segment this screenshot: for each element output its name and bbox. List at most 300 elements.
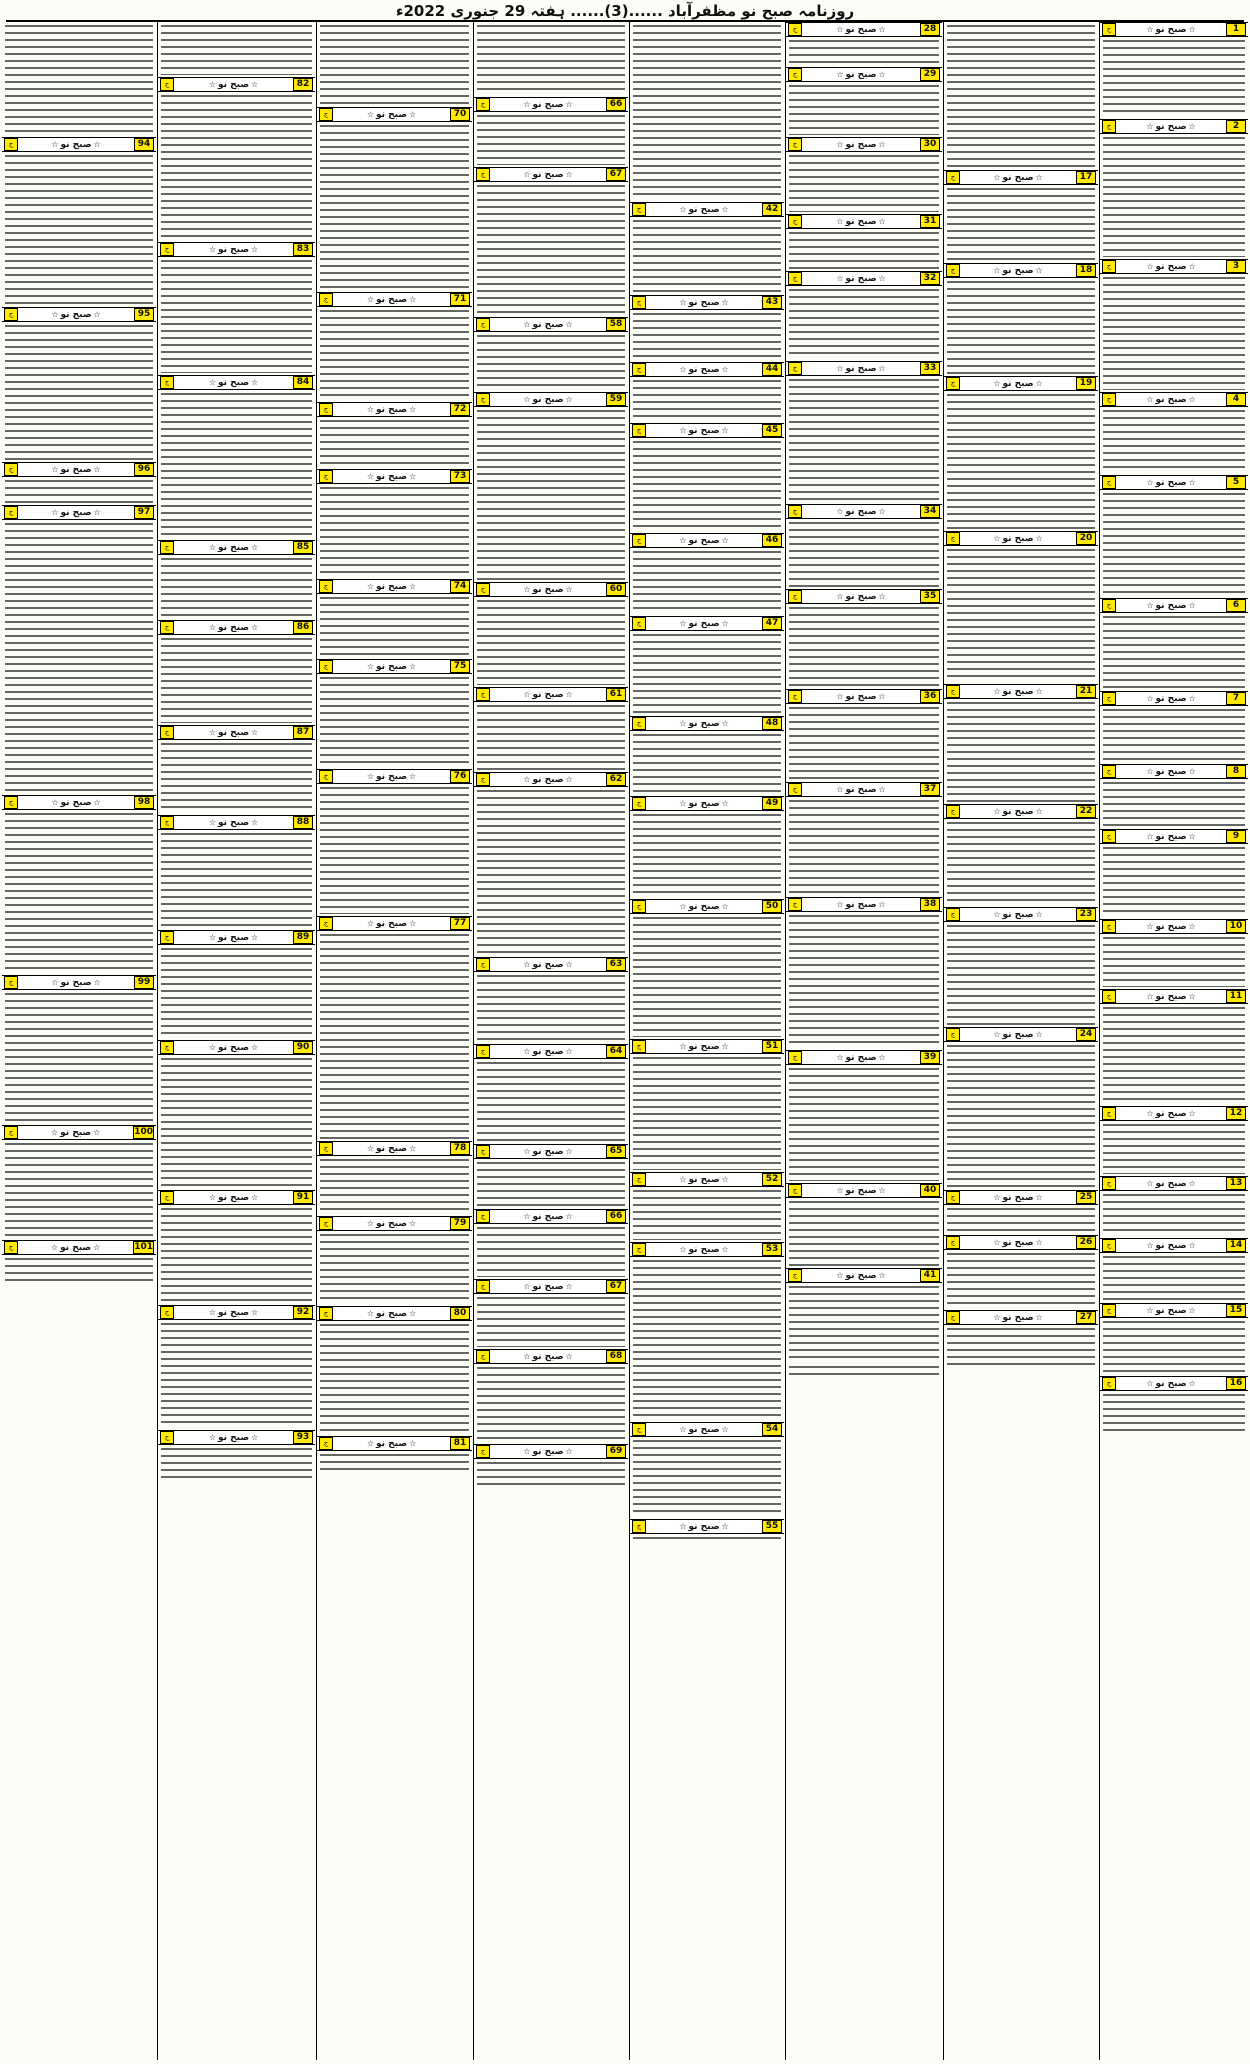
brand-name: صبح نو (218, 1432, 250, 1443)
star-icon: ☆ (251, 1307, 259, 1317)
ad-header-strip (158, 375, 315, 390)
star-icon: ☆ (523, 1046, 531, 1056)
logo-icon: ج (946, 264, 960, 277)
ad-number-badge: 71 (450, 293, 470, 306)
ad-text-block (158, 1055, 315, 1190)
brand-label (365, 582, 418, 592)
ad-text-block (317, 1156, 472, 1216)
logo-icon: ج (788, 590, 802, 603)
brand-name: صبح نو (1002, 909, 1034, 920)
star-icon: ☆ (1188, 394, 1196, 404)
ad-number-badge: 85 (293, 541, 313, 554)
star-icon: ☆ (93, 1242, 101, 1252)
brand-label (365, 472, 418, 482)
star-icon: ☆ (878, 216, 886, 226)
column-divider (473, 22, 474, 2060)
ad-number-badge: 6 (1226, 599, 1246, 612)
ad-header-strip (944, 907, 1098, 922)
logo-icon: ج (632, 203, 646, 216)
star-icon: ☆ (1035, 1192, 1043, 1202)
brand-name: صبح نو (218, 1307, 250, 1318)
brand-name: صبح نو (1155, 261, 1187, 272)
star-icon: ☆ (721, 718, 729, 728)
star-icon: ☆ (366, 294, 374, 304)
ad-text-block (317, 674, 472, 769)
ad-text-block (944, 1325, 1098, 1371)
star-icon: ☆ (836, 899, 844, 909)
star-icon: ☆ (878, 591, 886, 601)
star-icon: ☆ (251, 1192, 259, 1202)
brand-label (834, 140, 887, 150)
logo-icon: ج (160, 376, 174, 389)
brand-label (677, 902, 730, 912)
brand-name: صبح نو (376, 581, 408, 592)
star-icon: ☆ (721, 1424, 729, 1434)
ad-header-strip (630, 423, 784, 438)
star-icon: ☆ (565, 689, 573, 699)
brand-name: صبح نو (1002, 533, 1034, 544)
logo-icon: ج (788, 1184, 802, 1197)
star-icon: ☆ (721, 297, 729, 307)
star-icon: ☆ (366, 581, 374, 591)
brand-name: صبح نو (376, 294, 408, 305)
logo-icon: ج (319, 770, 333, 783)
logo-icon: ج (632, 717, 646, 730)
brand-name: صبح نو (1155, 600, 1187, 611)
brand-label (991, 534, 1044, 544)
ad-number-badge: 12 (1226, 1107, 1246, 1120)
brand-label (521, 585, 574, 595)
star-icon: ☆ (878, 273, 886, 283)
ad-number-badge: 34 (920, 505, 940, 518)
ad-text-block (2, 990, 156, 1125)
ad-text-block (1100, 274, 1248, 392)
brand-label (365, 772, 418, 782)
star-icon: ☆ (1035, 909, 1043, 919)
logo-icon: ج (632, 900, 646, 913)
ad-number-badge: 66 (606, 98, 626, 111)
star-icon: ☆ (993, 1192, 1001, 1202)
column (1100, 22, 1248, 2060)
star-icon: ☆ (251, 727, 259, 737)
logo-icon: ج (788, 68, 802, 81)
star-icon: ☆ (878, 1270, 886, 1280)
star-icon: ☆ (409, 581, 417, 591)
ad-header-strip (474, 772, 628, 787)
star-icon: ☆ (1188, 121, 1196, 131)
ad-number-badge: 25 (1076, 1191, 1096, 1204)
star-icon: ☆ (836, 273, 844, 283)
logo-icon: ج (319, 1437, 333, 1450)
ad-number-badge: 72 (450, 403, 470, 416)
star-icon: ☆ (1188, 921, 1196, 931)
brand-name: صبح نو (376, 661, 408, 672)
ad-header-strip (158, 242, 315, 257)
star-icon: ☆ (679, 718, 687, 728)
ad-number-badge: 82 (293, 78, 313, 91)
star-icon: ☆ (721, 901, 729, 911)
logo-icon: ج (946, 171, 960, 184)
logo-icon: ج (319, 660, 333, 673)
ad-header-strip (474, 1349, 628, 1364)
brand-name: صبح نو (218, 727, 250, 738)
star-icon: ☆ (679, 535, 687, 545)
ad-header-strip (630, 1422, 784, 1437)
star-icon: ☆ (679, 901, 687, 911)
ad-number-badge: 2 (1226, 120, 1246, 133)
brand-label (1144, 478, 1197, 488)
star-icon: ☆ (565, 319, 573, 329)
ad-number-badge: 93 (293, 1431, 313, 1444)
ad-number-badge: 90 (293, 1041, 313, 1054)
ad-number-badge: 54 (762, 1423, 782, 1436)
brand-label (521, 690, 574, 700)
star-icon: ☆ (366, 918, 374, 928)
ad-header-strip (944, 170, 1098, 185)
logo-icon: ج (1102, 1177, 1116, 1190)
brand-name: صبح نو (218, 932, 250, 943)
ad-header-strip (630, 362, 784, 377)
star-icon: ☆ (251, 79, 259, 89)
star-icon: ☆ (1188, 1305, 1196, 1315)
logo-icon: ج (160, 78, 174, 91)
brand-name: صبح نو (532, 1146, 564, 1157)
logo-icon: ج (476, 1145, 490, 1158)
brand-name: صبح نو (1155, 1240, 1187, 1251)
star-icon: ☆ (523, 1446, 531, 1456)
logo-icon: ج (1102, 990, 1116, 1003)
logo-icon: ج (160, 931, 174, 944)
brand-label (1144, 395, 1197, 405)
brand-name: صبح نو (60, 1242, 92, 1253)
ad-number-badge: 29 (920, 68, 940, 81)
star-icon: ☆ (1035, 378, 1043, 388)
brand-name: صبح نو (1155, 766, 1187, 777)
ad-text-block (474, 332, 628, 392)
brand-label (677, 719, 730, 729)
ad-header-strip (2, 1125, 156, 1140)
brand-name: صبح نو (1002, 1237, 1034, 1248)
ad-header-strip (474, 687, 628, 702)
logo-icon: ج (4, 138, 18, 151)
brand-label (834, 507, 887, 517)
column-divider (943, 22, 944, 2060)
ad-number-badge: 19 (1076, 377, 1096, 390)
ad-header-strip (786, 782, 942, 797)
ad-number-badge: 59 (606, 393, 626, 406)
brand-label (834, 274, 887, 284)
star-icon: ☆ (721, 1174, 729, 1184)
star-icon: ☆ (251, 244, 259, 254)
ad-number-badge: 43 (762, 296, 782, 309)
star-icon: ☆ (1188, 991, 1196, 1001)
brand-name: صبح نو (60, 507, 92, 518)
ad-text-block (2, 22, 156, 137)
brand-name: صبح نو (532, 169, 564, 180)
ad-text-block (158, 22, 315, 77)
brand-name: صبح نو (1155, 1108, 1187, 1119)
logo-icon: ج (946, 908, 960, 921)
ad-header-strip (317, 659, 472, 674)
ad-text-block (474, 1294, 628, 1349)
ad-text-block (158, 92, 315, 242)
star-icon: ☆ (93, 139, 101, 149)
star-icon: ☆ (523, 584, 531, 594)
star-icon: ☆ (1035, 265, 1043, 275)
star-icon: ☆ (565, 1446, 573, 1456)
ad-text-block (630, 914, 784, 1039)
ad-text-block (1100, 1318, 1248, 1376)
ad-number-badge: 31 (920, 215, 940, 228)
ad-header-strip (786, 1268, 942, 1283)
ad-text-block (630, 1187, 784, 1242)
ad-number-badge: 44 (762, 363, 782, 376)
brand-name: صبح نو (1002, 172, 1034, 183)
star-icon: ☆ (93, 977, 101, 987)
star-icon: ☆ (523, 1351, 531, 1361)
ad-header-strip (474, 392, 628, 407)
logo-icon: ج (632, 1520, 646, 1533)
brand-name: صبح نو (688, 364, 720, 375)
logo-icon: ج (160, 1191, 174, 1204)
star-icon: ☆ (836, 1270, 844, 1280)
star-icon: ☆ (1146, 766, 1154, 776)
column-divider (157, 22, 158, 2060)
ad-text-block (317, 307, 472, 402)
star-icon: ☆ (1035, 1312, 1043, 1322)
star-icon: ☆ (878, 69, 886, 79)
ad-header-strip (944, 1027, 1098, 1042)
ad-text-block (786, 286, 942, 361)
ad-number-badge: 75 (450, 660, 470, 673)
column (317, 22, 472, 2060)
ad-number-badge: 33 (920, 362, 940, 375)
star-icon: ☆ (721, 204, 729, 214)
brand-name: صبح نو (688, 1244, 720, 1255)
star-icon: ☆ (1146, 1108, 1154, 1118)
ad-number-badge: 92 (293, 1306, 313, 1319)
star-icon: ☆ (251, 542, 259, 552)
star-icon: ☆ (565, 1146, 573, 1156)
star-icon: ☆ (93, 1127, 101, 1137)
star-icon: ☆ (836, 1185, 844, 1195)
brand-name: صبح نو (1155, 921, 1187, 932)
brand-label (365, 110, 418, 120)
ad-text-block (158, 555, 315, 620)
ad-text-block (630, 1534, 784, 1544)
star-icon: ☆ (366, 109, 374, 119)
ad-number-badge: 41 (920, 1269, 940, 1282)
ad-number-badge: 51 (762, 1040, 782, 1053)
brand-name: صبح نو (532, 394, 564, 405)
ad-header-strip (2, 1240, 156, 1255)
ad-header-strip (786, 897, 942, 912)
brand-name: صبح نو (1155, 121, 1187, 132)
ad-header-strip (944, 531, 1098, 546)
ad-number-badge: 81 (450, 1437, 470, 1450)
star-icon: ☆ (836, 1052, 844, 1062)
ad-number-badge: 64 (606, 1045, 626, 1058)
brand-label (521, 100, 574, 110)
ad-header-strip (317, 1306, 472, 1321)
ad-number-badge: 69 (606, 1445, 626, 1458)
star-icon: ☆ (51, 797, 59, 807)
brand-label (365, 1439, 418, 1449)
star-icon: ☆ (878, 363, 886, 373)
brand-label (1144, 1179, 1197, 1189)
brand-label (1144, 1241, 1197, 1251)
star-icon: ☆ (1035, 533, 1043, 543)
brand-label (677, 426, 730, 436)
column-divider (1099, 22, 1100, 2060)
ad-header-strip (630, 1519, 784, 1534)
column (630, 22, 784, 2060)
brand-name: صبح نو (60, 139, 92, 150)
brand-label (521, 1282, 574, 1292)
star-icon: ☆ (409, 918, 417, 928)
ad-text-block (158, 830, 315, 930)
brand-name: صبح نو (688, 1424, 720, 1435)
logo-icon: ج (632, 534, 646, 547)
star-icon: ☆ (993, 1029, 1001, 1039)
ad-header-strip (630, 1172, 784, 1187)
ad-number-badge: 17 (1076, 171, 1096, 184)
logo-icon: ج (4, 308, 18, 321)
logo-icon: ج (788, 783, 802, 796)
ad-number-badge: 77 (450, 917, 470, 930)
star-icon: ☆ (93, 309, 101, 319)
ad-header-strip (474, 1279, 628, 1294)
ad-number-badge: 49 (762, 797, 782, 810)
brand-name: صبح نو (688, 618, 720, 629)
ad-header-strip (2, 137, 156, 152)
ad-text-block (474, 1159, 628, 1209)
brand-label (207, 818, 260, 828)
brand-label (834, 217, 887, 227)
ad-number-badge: 87 (293, 726, 313, 739)
ad-header-strip (317, 1216, 472, 1231)
star-icon: ☆ (878, 691, 886, 701)
ad-text-block (786, 519, 942, 589)
ad-number-badge: 68 (606, 1350, 626, 1363)
ad-text-block (474, 1224, 628, 1279)
brand-name: صبح نو (532, 1281, 564, 1292)
star-icon: ☆ (208, 1307, 216, 1317)
star-icon: ☆ (721, 1521, 729, 1531)
ad-number-badge: 42 (762, 203, 782, 216)
star-icon: ☆ (1188, 600, 1196, 610)
brand-label (1144, 922, 1197, 932)
brand-label (677, 799, 730, 809)
ad-text-block (944, 699, 1098, 804)
ad-text-block (1100, 37, 1248, 119)
ad-number-badge: 30 (920, 138, 940, 151)
brand-label (677, 1522, 730, 1532)
logo-icon: ج (476, 958, 490, 971)
ad-number-badge: 16 (1226, 1377, 1246, 1390)
star-icon: ☆ (1146, 991, 1154, 1001)
star-icon: ☆ (721, 425, 729, 435)
star-icon: ☆ (878, 1052, 886, 1062)
ad-text-block (1100, 706, 1248, 764)
star-icon: ☆ (878, 506, 886, 516)
ad-text-block (630, 1054, 784, 1172)
star-icon: ☆ (51, 977, 59, 987)
star-icon: ☆ (251, 932, 259, 942)
logo-icon: ج (632, 363, 646, 376)
ad-number-badge: 46 (762, 534, 782, 547)
ad-header-strip (2, 462, 156, 477)
brand-label (991, 807, 1044, 817)
ad-number-badge: 67 (606, 1280, 626, 1293)
brand-label (834, 1053, 887, 1063)
star-icon: ☆ (993, 909, 1001, 919)
ad-header-strip (158, 815, 315, 830)
ad-number-badge: 20 (1076, 532, 1096, 545)
brand-label (677, 1175, 730, 1185)
ad-text-block (786, 376, 942, 504)
ad-number-badge: 76 (450, 770, 470, 783)
ad-number-badge: 58 (606, 318, 626, 331)
ad-header-strip (317, 402, 472, 417)
brand-label (677, 205, 730, 215)
ad-header-strip (474, 1144, 628, 1159)
ad-text-block (786, 229, 942, 271)
star-icon: ☆ (679, 204, 687, 214)
logo-icon: ج (946, 685, 960, 698)
brand-name: صبح نو (845, 506, 877, 517)
ad-text-block (474, 407, 628, 582)
ad-number-badge: 24 (1076, 1028, 1096, 1041)
star-icon: ☆ (366, 471, 374, 481)
brand-label (49, 140, 102, 150)
brand-name: صبح نو (218, 622, 250, 633)
ad-number-badge: 50 (762, 900, 782, 913)
star-icon: ☆ (721, 535, 729, 545)
logo-icon: ج (788, 898, 802, 911)
logo-icon: ج (476, 773, 490, 786)
star-icon: ☆ (251, 377, 259, 387)
star-icon: ☆ (1146, 477, 1154, 487)
ad-text-block (474, 597, 628, 687)
brand-name: صبح نو (845, 273, 877, 284)
ad-text-block (474, 1459, 628, 1489)
star-icon: ☆ (679, 1244, 687, 1254)
ad-number-badge: 36 (920, 690, 940, 703)
ad-header-strip (1100, 919, 1248, 934)
star-icon: ☆ (679, 1521, 687, 1531)
ad-number-badge: 13 (1226, 1177, 1246, 1190)
star-icon: ☆ (366, 771, 374, 781)
ad-text-block (1100, 613, 1248, 691)
logo-icon: ج (476, 168, 490, 181)
star-icon: ☆ (51, 464, 59, 474)
star-icon: ☆ (251, 1432, 259, 1442)
star-icon: ☆ (409, 661, 417, 671)
star-icon: ☆ (721, 1244, 729, 1254)
brand-label (521, 170, 574, 180)
logo-icon: ج (1102, 1377, 1116, 1390)
star-icon: ☆ (878, 899, 886, 909)
star-icon: ☆ (878, 24, 886, 34)
ad-number-badge: 47 (762, 617, 782, 630)
star-icon: ☆ (878, 784, 886, 794)
ad-text-block (944, 22, 1098, 170)
ad-number-badge: 5 (1226, 476, 1246, 489)
star-icon: ☆ (523, 959, 531, 969)
ad-header-strip (944, 376, 1098, 391)
ad-text-block (944, 546, 1098, 684)
